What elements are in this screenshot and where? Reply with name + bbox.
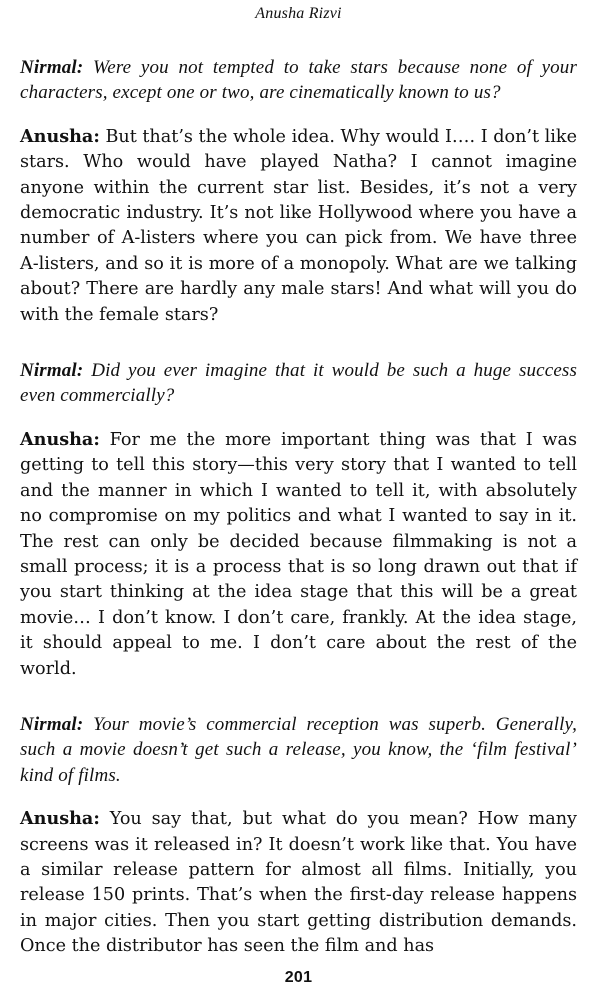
speaker-label: Nirmal:: [20, 713, 84, 735]
speaker-label: Anusha:: [20, 125, 100, 147]
paragraph-text: Were you not tempted to take stars because none of your characters, except one or two, are cinematically known to us?: [20, 57, 577, 104]
answer-paragraph: [20, 806, 577, 959]
paragraph-text: Did you ever imagine that it would be such a huge success even commercially?: [20, 360, 577, 407]
question-paragraph: [20, 712, 577, 788]
paragraph-text: But that’s the whole idea. Why would I…. I don’t like stars. Who would have played Natha? I cannot imagine anyone within the current star list. Besides, it’s not a very democratic industry. It’s not like Hollywood where you have a number of A-listers where you can pick from. We have three A-listers, and so it is more of a monopoly. What are we talking about? There are hardly any male stars! And what will you do with the female stars?: [20, 126, 578, 325]
speaker-label: Anusha:: [20, 428, 100, 450]
interview-text: [20, 55, 577, 960]
paragraph-text: You say that, but what do you mean? How many screens was it released in? It doesn’t work like that. You have a similar release pattern for almost all films. Initially, you release 150 prints. That’s when the first-day release happens in major cities. Then you start getting distribution demands. Once the distributor has seen the film and has: [20, 809, 577, 957]
paragraph-text: For me the more important thing was that I was getting to tell this story—this very story that I wanted to tell and the manner in which I wanted to tell it, with absolutely no compromise on my politics and what I wanted to say in it. The rest can only be decided because filmmaking is not a small process; it is a process that is so long drawn out that if you start thinking at the idea stage that this will be a great movie… I don’t know. I don’t care, frankly. At the idea stage, it should appeal to me. I don’t care about the rest of the world.: [20, 429, 578, 679]
running-head: Anusha Rizvi: [255, 5, 342, 22]
question-paragraph: [20, 55, 577, 106]
answer-paragraph: [20, 124, 577, 328]
question-paragraph: [20, 358, 577, 409]
book-page: [20, 0, 577, 999]
paragraph-text: Your movie’s commercial reception was superb. Generally, such a movie doesn’t get such a release, you know, the ‘film festival’ kind of films.: [20, 713, 577, 786]
speaker-label: Anusha:: [20, 808, 100, 830]
speaker-label: Nirmal:: [20, 360, 84, 382]
answer-paragraph: [20, 427, 577, 682]
page-number: 201: [284, 969, 313, 986]
speaker-label: Nirmal:: [20, 57, 84, 78]
